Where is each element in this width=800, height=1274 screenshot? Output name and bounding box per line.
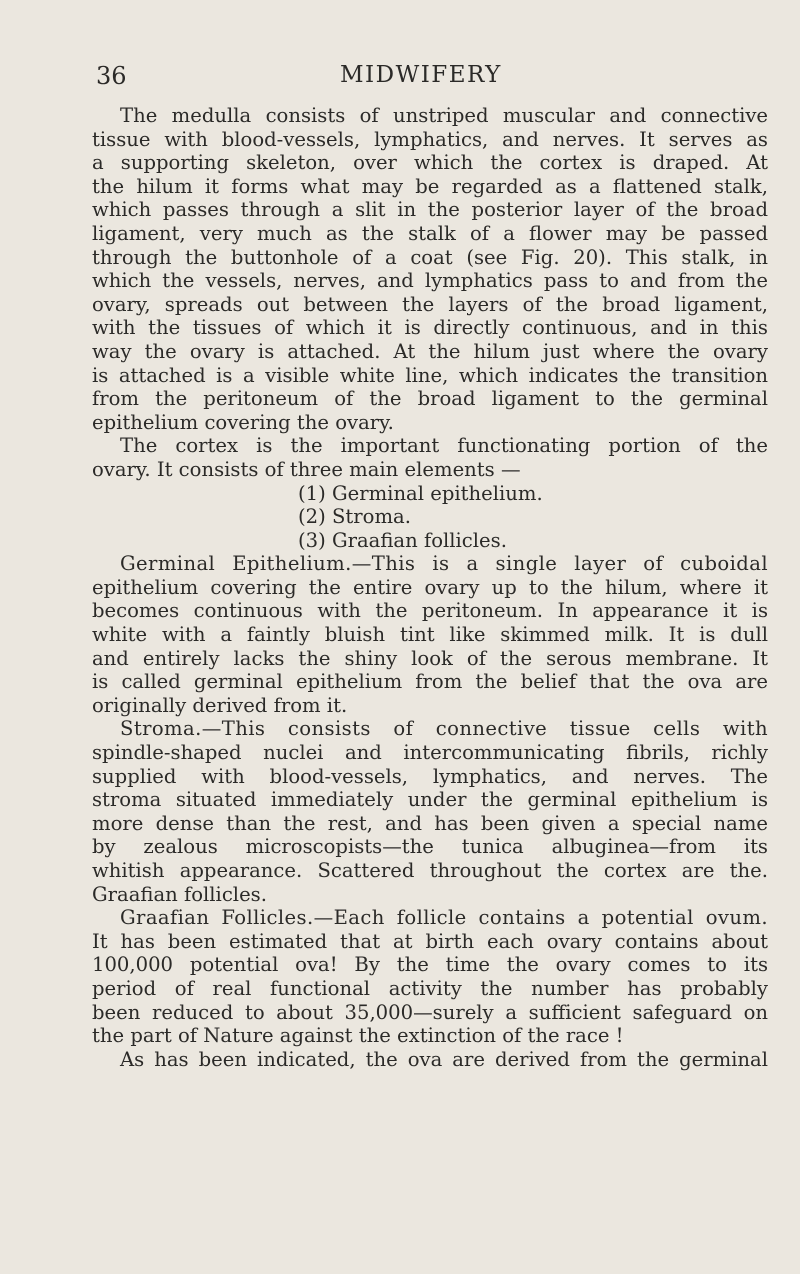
text-line: Graafian follicles. <box>92 882 267 906</box>
text-line: period of real functional activity the number has probably <box>92 976 768 1000</box>
list-item: (3) Graafian follicles. <box>298 528 507 552</box>
text-line: stroma situated immediately under the germinal epithelium is <box>92 788 768 812</box>
text-line: supplied with blood-vessels, lymphatics, and nerves. The <box>92 764 768 788</box>
section-heading-line: Stroma.—This consists of connective tissue cells with <box>120 717 768 741</box>
text-line: 100,000 potential ova! By the time the ovary comes to its <box>92 953 768 977</box>
body-text <box>92 104 768 1071</box>
running-head: MIDWIFERY <box>340 62 502 88</box>
text-line: a supporting skeleton, over which the cortex is draped. At <box>92 151 768 175</box>
text-line: the hilum it forms what may be regarded as a flattened stalk, <box>92 174 768 198</box>
text-line: originally derived from it. <box>92 693 348 717</box>
text-line: spindle-shaped nuclei and intercommunicating fibrils, richly <box>92 741 768 765</box>
section-heading-line: Graafian Follicles.—Each follicle contains a potential ovum. <box>120 906 768 930</box>
text-line: As has been indicated, the ova are derived from the germinal <box>120 1047 768 1071</box>
text-line: is attached is a visible white line, which indicates the transition <box>92 363 768 387</box>
text-line: epithelium covering the ovary. <box>92 410 394 434</box>
text-line: by zealous microscopists—the tunica albuginea—from its <box>92 835 768 859</box>
text-line: is called germinal epithelium from the belief that the ova are <box>92 670 768 694</box>
text-line: The medulla consists of unstriped muscular and connective <box>120 104 768 127</box>
text-line: ovary. It consists of three main elements — <box>92 457 521 481</box>
text-line: becomes continuous with the peritoneum. In appearance it is <box>92 599 768 623</box>
text-line: more dense than the rest, and has been given a special name <box>92 811 768 835</box>
text-line: with the tissues of which it is directly continuous, and in this <box>92 316 768 340</box>
text-line: white with a faintly bluish tint like skimmed milk. It is dull <box>92 623 768 647</box>
page-number: 36 <box>96 62 127 90</box>
text-line: been reduced to about 35,000—surely a sufficient safeguard on <box>92 1000 768 1024</box>
list-item: (2) Stroma. <box>298 505 411 529</box>
text-line: through the buttonhole of a coat (see Fig. 20). This stalk, in <box>92 245 768 269</box>
text-line: which passes through a slit in the posterior layer of the broad <box>92 198 768 222</box>
text-line: whitish appearance. Scattered throughout the cortex are the. <box>92 859 768 882</box>
text-line: It has been estimated that at birth each ovary contains about <box>92 929 768 953</box>
text-line: from the peritoneum of the broad ligament to the germinal <box>92 387 768 411</box>
text-line: The cortex is the important functionating portion of the <box>120 434 768 458</box>
section-heading-line: Germinal Epithelium.—This is a single layer of cuboidal <box>120 552 768 576</box>
text-line: ovary, spreads out between the layers of the broad ligament, <box>92 292 768 316</box>
text-line: ligament, very much as the stalk of a flower may be passed <box>92 221 768 245</box>
text-line: epithelium covering the entire ovary up to the hilum, where it <box>92 575 768 599</box>
text-line: which the vessels, nerves, and lymphatics pass to and from the <box>92 269 768 293</box>
page-header <box>96 62 696 96</box>
text-line: tissue with blood-vessels, lymphatics, and nerves. It serves as <box>92 127 768 151</box>
text-line: the part of Nature against the extinction of the race ! <box>92 1024 624 1048</box>
list-item: (1) Germinal epithelium. <box>298 481 543 505</box>
text-line: way the ovary is attached. At the hilum just where the ovary <box>92 339 768 363</box>
text-line: and entirely lacks the shiny look of the serous membrane. It <box>92 646 768 670</box>
